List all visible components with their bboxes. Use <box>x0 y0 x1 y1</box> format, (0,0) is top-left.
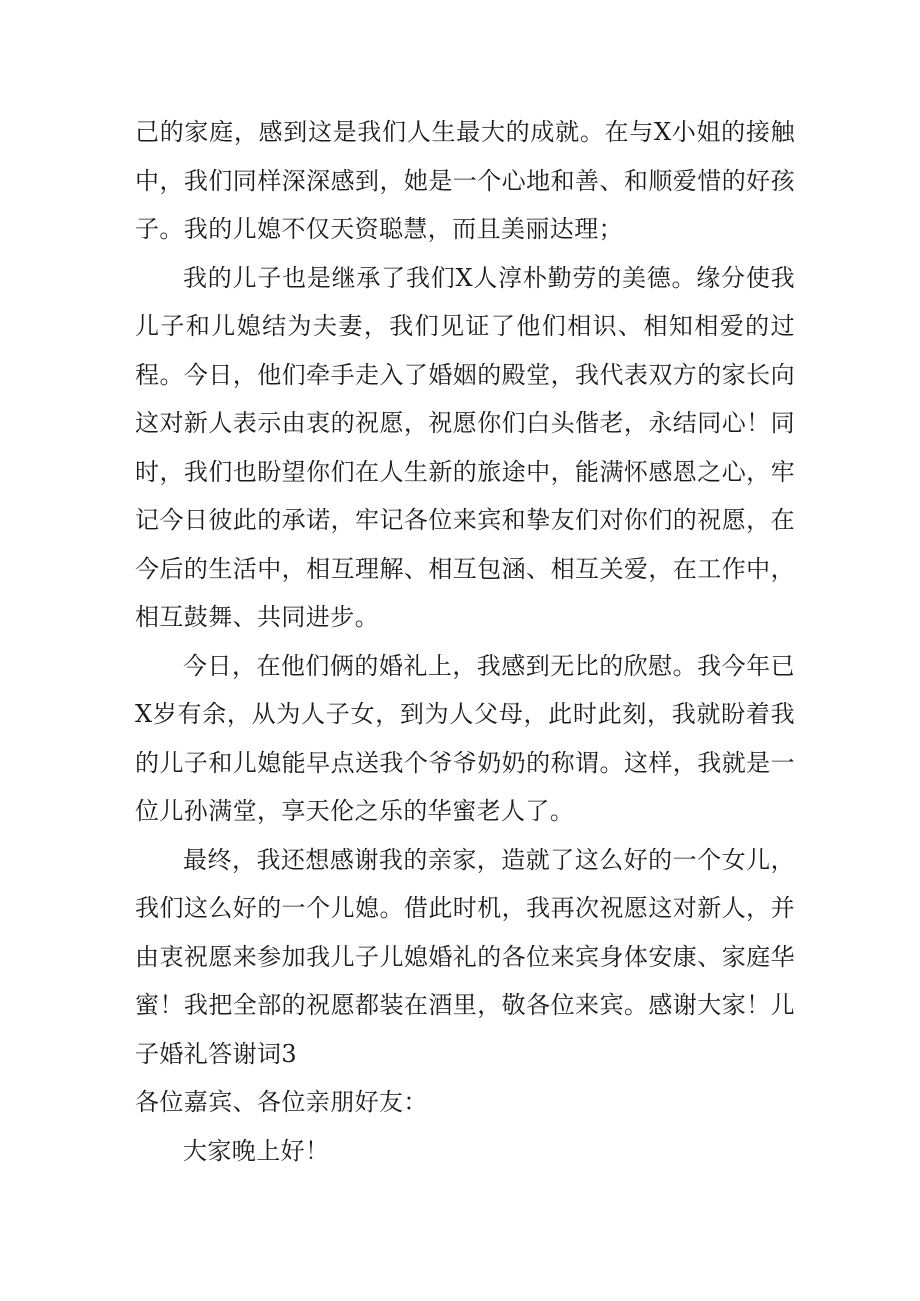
paragraph-closing-thanks: 最终，我还想感谢我的亲家，造就了这么好的一个女儿，我们这么好的一个儿媳。借此时机，我再次祝愿这对新人，并由衷祝愿来参加我儿子儿媳婚礼的各位来宾身体安康、家庭华蜜！我把全部的祝愿都装在酒里，敬各位来宾。感谢大家！儿子婚礼答谢词3 <box>135 845 795 1068</box>
paragraph-son-virtues: 我的儿子也是继承了我们X人淳朴勤劳的美德。缘分使我儿子和儿媳结为夫妻，我们见证了他们相识、相知相爱的过程。今日，他们牵手走入了婚姻的殿堂，我代表双方的家长向这对新人表示由衷的祝愿，祝愿你们白头偕老，永结同心！同时，我们也盼望你们在人生新的旅途中，能满怀感恩之心，牢记今日彼此的承诺，牢记各位来宾和挚友们对你们的祝愿，在今后的生活中，相互理解、相互包涵、相互关爱，在工作中，相互鼓舞、共同进步。 <box>135 263 795 631</box>
paragraph-wedding-joy: 今日，在他们俩的婚礼上，我感到无比的欣慰。我今年已X岁有余，从为人子女，到为人父母，此时此刻，我就盼着我的儿子和儿媳能早点送我个爷爷奶奶的称谓。这样，我就是一位儿孙满堂，享天伦之乐的华蜜老人了。 <box>135 651 795 825</box>
document-body <box>135 108 795 1175</box>
paragraph-continuation: 己的家庭，感到这是我们人生最大的成就。在与X小姐的接触中，我们同样深深感到，她是一个心地和善、和顺爱惜的好孩子。我的儿媳不仅天资聪慧，而且美丽达理； <box>135 118 795 243</box>
paragraph-good-evening: 大家晚上好！ <box>183 1136 330 1165</box>
paragraph-greeting-guests: 各位嘉宾、各位亲朋好友： <box>135 1088 428 1116</box>
